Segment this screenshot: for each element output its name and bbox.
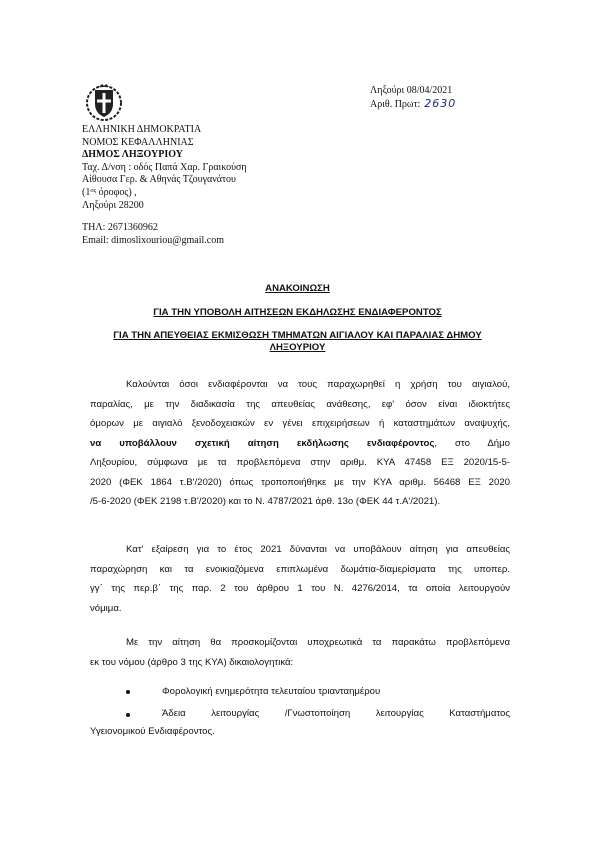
subtitle-municipality: ΛΗΞΟΥΡΙΟΥ	[269, 342, 326, 353]
greek-republic-emblem-icon	[84, 80, 124, 122]
header-floor: ($1^{o\varsigma}$ όροφος) ,	[82, 186, 137, 198]
list-item: Άδεια λειτουργίας /Γνωστοποίηση λειτουργίας Καταστήματος	[162, 708, 510, 719]
date-protocol-block	[370, 84, 456, 111]
document-date: Ληξούρι 08/04/2021	[370, 85, 453, 96]
header-country: ΕΛΛΗΝΙΚΗ ΔΗΜΟΚΡΑΤΙΑ	[82, 124, 202, 135]
list-item: Φορολογική ενημερότητα τελευταίου τριανταημέρου	[162, 686, 381, 697]
subtitle-applications: ΓΙΑ ΤΗΝ ΥΠΟΒΟΛΗ ΑΙΤΗΣΕΩΝ ΕΚΔΗΛΩΣΗΣ ΕΝΔΙΑΦΕΡΟΝΤΟΣ	[153, 307, 442, 318]
header-address-line2: Αίθουσα Γερ. & Αθηνάς Τζουγανάτου	[82, 174, 236, 186]
header-municipality: ΔΗΜΟΣ ΛΗΞΟΥΡΙΟΥ	[82, 149, 183, 161]
header-prefecture: ΝΟΜΟΣ ΚΕΦΑΛΛΗΝΙΑΣ	[82, 136, 194, 148]
protocol-number: 2630	[424, 97, 457, 110]
paragraph-required-documents: Με την αίτηση θα προσκομίζονται υποχρεωτικά τα παρακάτω προβλεπόμενα εκ του νόμου (άρθρο 3 της ΚΥΑ) δικαιολογητικά:	[90, 637, 510, 668]
phone-number: ΤΗΛ: 2671360962	[82, 222, 158, 233]
bullet-marker	[126, 713, 130, 717]
header-address-line1: Ταχ. Δ/νση : οδός Παπά Χαρ. Γραικούση	[82, 161, 247, 173]
protocol-line	[370, 97, 456, 111]
contact-block	[82, 222, 224, 247]
bold-requirement: να υποβάλλουν σχετική αίτηση εκδήλωσης ενδιαφέροντος	[90, 437, 435, 449]
issuer-header	[82, 124, 247, 212]
list-item-continuation: Υγειονομικού Ενδιαφέροντος.	[90, 726, 215, 737]
paragraph-exception: Κατ' εξαίρεση για το έτος 2021 δύνανται να υποβάλουν αίτηση για απευθείας παραχώρηση και τα ενοικιαζόμενα επιπλωμένα δωμάτια-διαμερίσματα της υποπερ. γγ΄ της περ.β΄ της παρ. 2 του άρθρου 1 του Ν. 4276/2014, τα οποία λειτουργούν νόμιμα.	[90, 544, 510, 614]
paragraph-invitation: Καλούνται όσοι ενδιαφέρονται να τους παραχωρηθεί η χρήση του αιγιαλού, παραλίας, με την διαδικασία της απευθείας ανάθεσης, εφ' όσον είναι ιδιοκτήτες όμορων με αιγιαλό ξενοδοχειακών εν γένει επιχειρήσεων ή καταστημάτων αναψυχής, να υποβάλλουν σχετική αίτηση εκδήλωσης ενδιαφέροντος, στο Δήμο Ληξουρίου, σύμφωνα με τα προβλεπόμενα στην αριθμ. ΚΥΑ 47458 ΕΞ 2020/15-5- 2020 (ΦΕΚ 1864 τ.Β'/2020) όπως τροποποιήθηκε με την ΚΥΑ αριθμ. 56468 ΕΞ 2020 /5-6-2020 (ΦΕΚ 2198 τ.Β'/2020) και το Ν. 4787/2021 άρθ. 13ο (ΦΕΚ 44 τ.Α'/2021).	[90, 379, 511, 507]
email-address: Email: dimoslixouriou@gmail.com	[82, 234, 224, 246]
subtitle-leasing: ΓΙΑ ΤΗΝ ΑΠΕΥΘΕΙΑΣ ΕΚΜΙΣΘΩΣΗ ΤΜΗΜΑΤΩΝ ΑΙΓΙΑΛΟΥ ΚΑΙ ΠΑΡΑΛΙΑΣ ΔΗΜΟΥ	[113, 330, 482, 341]
announcement-title: ΑΝΑΚΟΙΝΩΣΗ	[265, 283, 330, 294]
header-city: Ληξούρι 28200	[82, 199, 144, 211]
protocol-label: Αριθ. Πρωτ:	[370, 99, 421, 110]
bullet-marker	[126, 690, 130, 694]
